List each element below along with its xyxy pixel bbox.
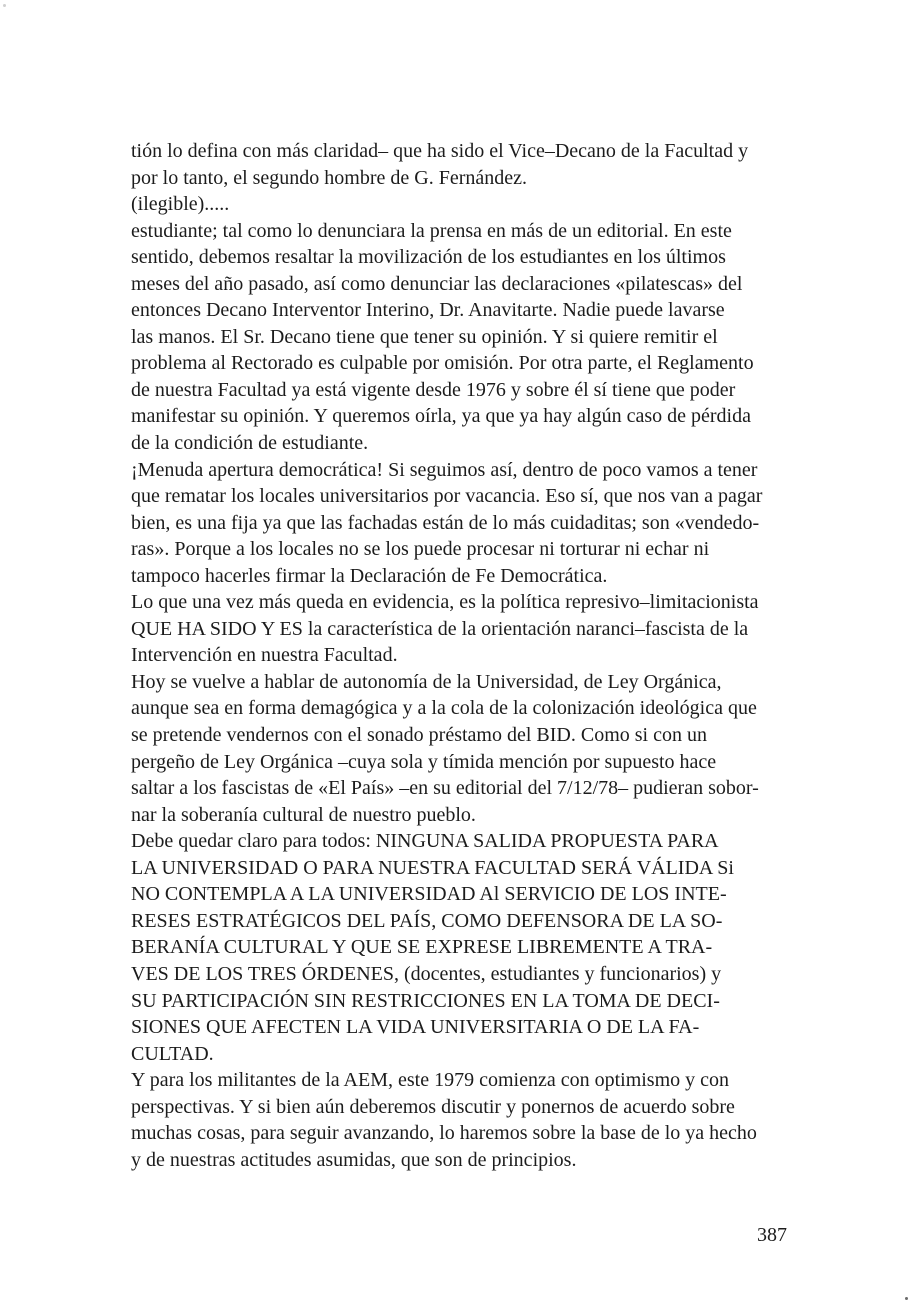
text-line: manifestar su opinión. Y queremos oírla, ya que ya hay algún caso de pérdida (131, 405, 751, 428)
text-line: Debe quedar claro para todos: NINGUNA SALIDA PROPUESTA PARA (131, 830, 719, 853)
page-number: 387 (757, 1224, 787, 1246)
text-line: LA UNIVERSIDAD O PARA NUESTRA FACULTAD SERÁ VÁLIDA Si (131, 856, 734, 879)
text-line: Hoy se vuelve a hablar de autonomía de la Universidad, de Ley Orgánica, (131, 670, 722, 693)
text-line: de nuestra Facultad ya está vigente desde 1976 y sobre él sí tiene que poder (131, 378, 736, 401)
text-line: (ilegible)..... (131, 193, 230, 216)
text-line: ras». Porque a los locales no se los puede procesar ni torturar ni echar ni (131, 538, 710, 561)
text-line: aunque sea en forma demagógica y a la cola de la colonización ideológica que (131, 697, 757, 720)
text-line: QUE HA SIDO Y ES la característica de la orientación naranci–fascista de la (131, 617, 749, 640)
text-line: BERANÍA CULTURAL Y QUE SE EXPRESE LIBREMENTE A TRA- (131, 936, 713, 959)
text-line: y de nuestras actitudes asumidas, que son de principios. (131, 1148, 577, 1171)
text-line: las manos. El Sr. Decano tiene que tener su opinión. Y si quiere remitir el (131, 325, 718, 348)
text-line: tampoco hacerles firmar la Declaración de Fe Democrática. (131, 564, 608, 587)
text-line: estudiante; tal como lo denunciara la prensa en más de un editorial. En este (131, 219, 732, 242)
text-line: CULTAD. (131, 1042, 214, 1065)
text-line: SIONES QUE AFECTEN LA VIDA UNIVERSITARIA O DE LA FA- (131, 1016, 700, 1039)
text-line: Y para los militantes de la AEM, este 1979 comienza con optimismo y con (131, 1069, 730, 1092)
text-line: entonces Decano Interventor Interino, Dr. Anavitarte. Nadie puede lavarse (131, 299, 725, 322)
text-line: Lo que una vez más queda en evidencia, es la política represivo–limitacionista (131, 591, 759, 614)
text-line: NO CONTEMPLA A LA UNIVERSIDAD Al SERVICIO DE LOS INTE- (131, 883, 727, 906)
text-line: ¡Menuda apertura democrática! Si seguimos así, dentro de poco vamos a tener (131, 458, 758, 481)
text-line: se pretende vendernos con el sonado préstamo del BID. Como si con un (131, 724, 707, 747)
text-line: de la condición de estudiante. (131, 432, 369, 455)
text-line: pergeño de Ley Orgánica –cuya sola y tímida mención por supuesto hace (131, 750, 717, 773)
text-line: Intervención en nuestra Facultad. (131, 644, 398, 667)
text-line: muchas cosas, para seguir avanzando, lo haremos sobre la base de lo ya hecho (131, 1122, 757, 1145)
text-line: SU PARTICIPACIÓN SIN RESTRICCIONES EN LA TOMA DE DECI- (131, 989, 720, 1012)
text-line: perspectivas. Y si bien aún deberemos discutir y ponernos de acuerdo sobre (131, 1095, 735, 1118)
text-line: sentido, debemos resaltar la movilización de los estudiantes en los últimos (131, 246, 726, 269)
page-text-block (131, 138, 784, 1173)
text-line: nar la soberanía cultural de nuestro pueblo. (131, 803, 476, 826)
text-line: tión lo defina con más claridad– que ha sido el Vice–Decano de la Facultad y (131, 140, 749, 162)
text-line: problema al Rectorado es culpable por omisión. Por otra parte, el Reglamento (131, 352, 754, 375)
scan-artifact (3, 4, 6, 7)
text-line: meses del año pasado, así como denunciar las declaraciones «pilatescas» del (131, 272, 743, 295)
text-line: VES DE LOS TRES ÓRDENES, (docentes, estudiantes y funcionarios) y (131, 962, 722, 985)
scan-artifact (905, 1297, 908, 1300)
text-line: bien, es una fija ya que las fachadas están de lo más cuidaditas; son «vendedo- (131, 511, 760, 534)
text-line: saltar a los fascistas de «El País» –en su editorial del 7/12/78– pudieran sobor- (131, 777, 759, 800)
text-line: que rematar los locales universitarios por vacancia. Eso sí, que nos van a pagar (131, 485, 763, 508)
text-line: por lo tanto, el segundo hombre de G. Fernández. (131, 166, 528, 189)
text-line: RESES ESTRATÉGICOS DEL PAÍS, COMO DEFENSORA DE LA SO- (131, 909, 723, 932)
